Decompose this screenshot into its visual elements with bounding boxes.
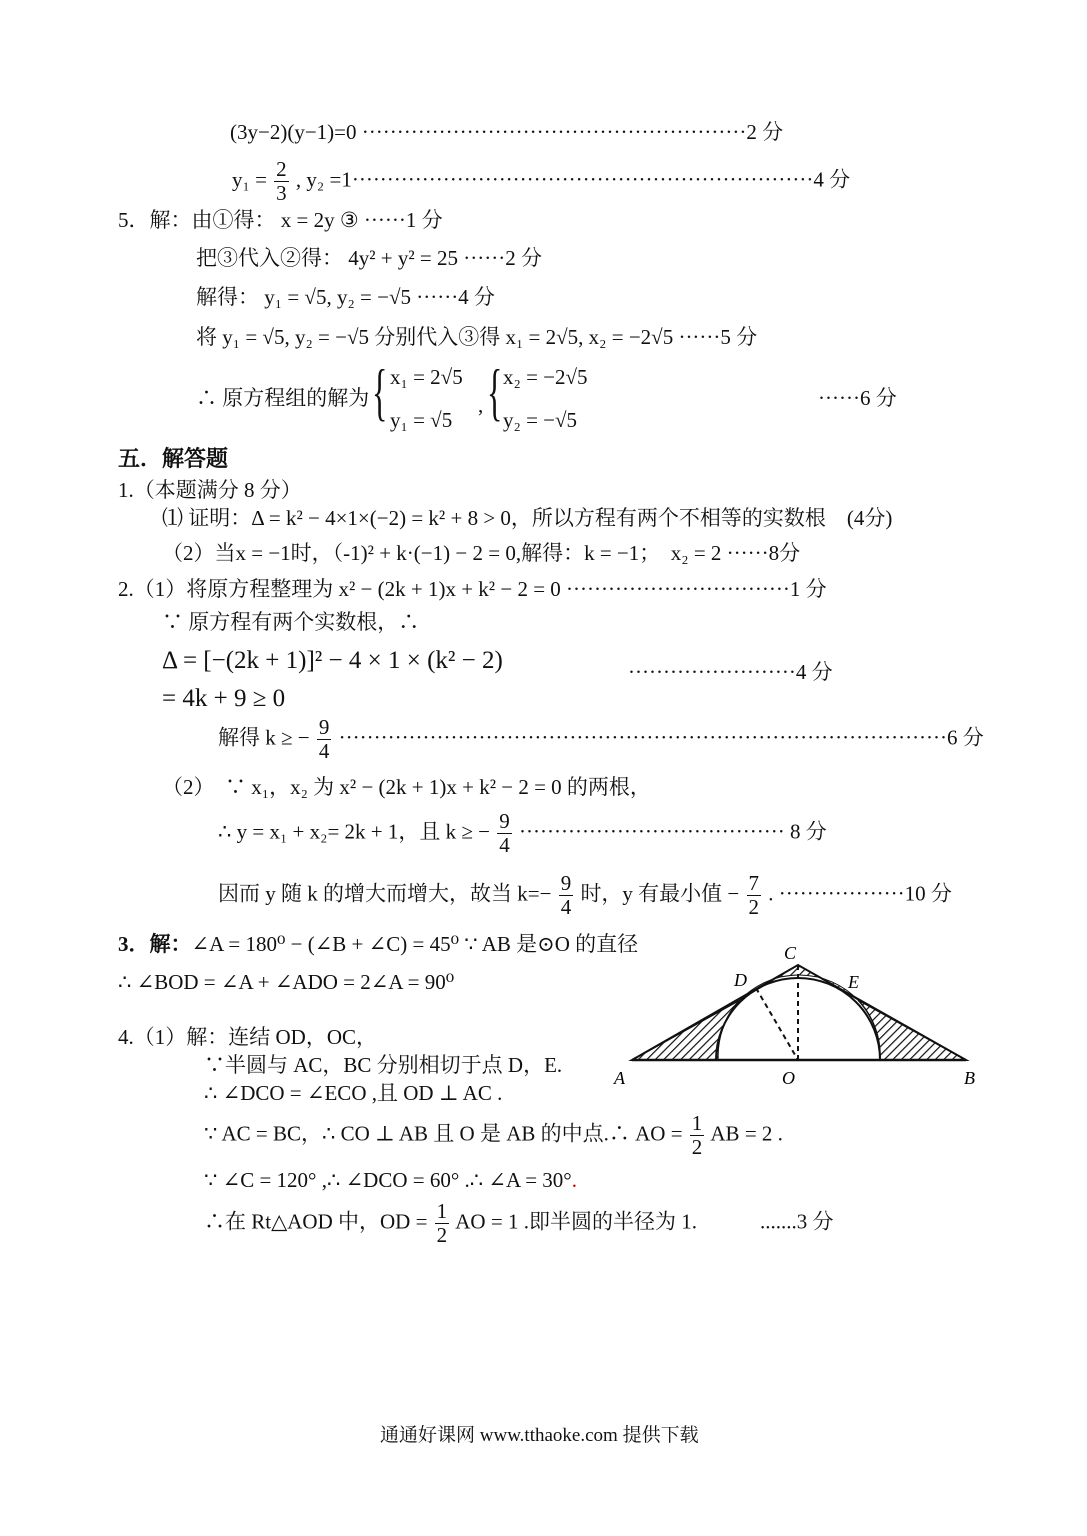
p2-part2: （2） ∵ x₁，x₂ 为 x² − (2k + 1)x + k² − 2 = 0 的两根， xyxy=(162,775,651,799)
label-a: A xyxy=(614,1068,625,1088)
p2-part1: 2.（1）将原方程整理为 x² − (2k + 1)x + k² − 2 = 0 ································1 分 xyxy=(118,577,827,601)
text: AO = 1 .即半圆的半径为 1. .......3 分 xyxy=(455,1209,834,1234)
text: . ··················10 分 xyxy=(768,881,952,906)
frac-num: 1 xyxy=(691,1111,703,1135)
p3-label: 3．解： xyxy=(118,932,192,956)
frac-den: 2 xyxy=(436,1223,448,1248)
p4-line-3: ∴ ∠DCO = ∠ECO ,且 OD ⊥ AC . xyxy=(204,1081,503,1105)
frac-num: 9 xyxy=(560,871,572,895)
red-dot: . xyxy=(571,1168,577,1192)
frac-num: 9 xyxy=(318,715,330,739)
section-heading: 五．解答题 xyxy=(118,447,229,472)
eq-line-2-a: y₁ = xyxy=(232,167,267,192)
text: ∵ AC = BC，∴ CO ⊥ AB 且 O 是 AB 的中点.∴ AO = xyxy=(204,1121,683,1146)
p4-line-4 xyxy=(204,1112,783,1159)
solution-1-x: x₁ = 2√5 xyxy=(390,365,463,389)
text: ∴ y = x₁ + x₂= 2k + 1，且 k ≥ − xyxy=(218,819,490,844)
p2-conclusion xyxy=(218,872,952,919)
p2-y-expr xyxy=(218,810,827,857)
p3-line-2: ∴ ∠BOD = ∠A + ∠ADO = 2∠A = 90⁰ xyxy=(118,970,455,994)
p2-score-4: ························4 分 xyxy=(628,660,833,684)
p2-solve-k xyxy=(218,716,984,763)
frac-num: 9 xyxy=(499,809,510,833)
text: AB = 2 . xyxy=(710,1121,783,1146)
p1-part1: ⑴ 证明：Δ = k² − 4×1×(−2) = k² + 8 > 0，所以方程有两个不相等的实数根 (4分) xyxy=(162,506,893,530)
text: ∴在 Rt△AOD 中，OD = xyxy=(204,1209,428,1234)
text: 因而 y 随 k 的增大而增大，故当 k=− xyxy=(218,881,552,906)
label-b: B xyxy=(964,1068,975,1088)
q5-line-1: 5．解：由①得： x = 2y ③ ······1 分 xyxy=(118,208,443,232)
label-d: D xyxy=(734,970,747,990)
score-6: ······6 分 xyxy=(818,386,897,410)
label-e: E xyxy=(848,972,859,992)
frac-den: 4 xyxy=(560,895,572,920)
text: 时，y 有最小值 − xyxy=(580,881,740,906)
geometry-figure xyxy=(610,935,990,1095)
eq-line-2-b: , y₂ =1··································································4 分 xyxy=(295,167,851,192)
p2-reason: ∵ 原方程有两个实数根，∴ xyxy=(162,610,420,634)
p2-discriminant: Δ = [−(2k + 1)]² − 4 × 1 × (k² − 2) xyxy=(162,647,503,674)
text: 解得 k ≥ − xyxy=(218,725,310,750)
text: ∵ ∠C = 120° ,∴ ∠DCO = 60° .∴ ∠A = 30° xyxy=(204,1168,572,1192)
q5-line-4: 将 y₁ = √5, y₂ = −√5 分别代入③得 x₁ = 2√5, x₂ = −2√5 ······5 分 xyxy=(196,325,758,349)
p1-title: 1.（本题满分 8 分） xyxy=(118,478,302,502)
fraction-9-4 xyxy=(317,716,332,763)
p2-discriminant-result: = 4k + 9 ≥ 0 xyxy=(162,685,286,712)
solution-1-y: y₁ = √5 xyxy=(390,408,453,432)
p4-line-2: ∵半圆与 AC，BC 分别相切于点 D，E. xyxy=(204,1053,563,1077)
label-o: O xyxy=(782,1068,795,1088)
frac-den: 2 xyxy=(691,1135,703,1160)
frac-num: 7 xyxy=(748,871,760,895)
solution-2-y: y₂ = −√5 xyxy=(503,408,578,432)
q5-line-3: 解得： y₁ = √5, y₂ = −√5 ······4 分 xyxy=(196,285,495,309)
p3-line-1 xyxy=(118,934,638,955)
fraction-2-3 xyxy=(274,158,289,205)
text: ∠A = 180⁰ − (∠B + ∠C) = 45⁰ ∵ AB 是⊙O 的直径 xyxy=(191,932,639,956)
fraction-1-2 xyxy=(690,1112,705,1159)
fraction-9-4 xyxy=(559,872,574,919)
p4-line-6 xyxy=(204,1200,833,1247)
left-brace: { xyxy=(487,356,503,427)
p1-part2: （2）当x = −1时，（-1)² + k·(−1) − 2 = 0,解得：k = −1； x₂ = 2 ······8分 xyxy=(162,541,801,565)
p4-line-5 xyxy=(204,1170,577,1191)
frac-den: 4 xyxy=(499,833,510,858)
frac-den: 2 xyxy=(748,895,760,920)
frac-den: 4 xyxy=(318,739,330,764)
q5-line-2: 把③代入②得： 4y² + y² = 25 ······2 分 xyxy=(196,246,542,270)
segment-do xyxy=(756,988,798,1060)
comma: , xyxy=(478,393,484,417)
frac-den: 3 xyxy=(276,181,287,206)
frac-num: 1 xyxy=(436,1199,448,1223)
page-footer: 通通好课网 www.tthaoke.com 提供下载 xyxy=(380,1425,699,1446)
frac-num: 2 xyxy=(276,157,287,181)
p4-line-1: 4.（1）解：连结 OD，OC， xyxy=(118,1025,378,1049)
fraction-1-2 xyxy=(435,1200,450,1247)
text: ·······················································································6 分 xyxy=(338,725,984,750)
label-c: C xyxy=(784,943,797,963)
left-brace: { xyxy=(372,356,388,427)
fraction-9-4 xyxy=(497,810,512,857)
fraction-7-2 xyxy=(747,872,762,919)
solution-2-x: x₂ = −2√5 xyxy=(503,365,588,389)
text: ······································ 8 分 xyxy=(519,819,827,844)
q5-solution-label: ∴ 原方程组的解为 xyxy=(196,386,370,410)
eq-line-1: (3y−2)(y−1)=0 ·······················································2 分 xyxy=(230,120,784,144)
eq-line-2 xyxy=(232,158,850,205)
